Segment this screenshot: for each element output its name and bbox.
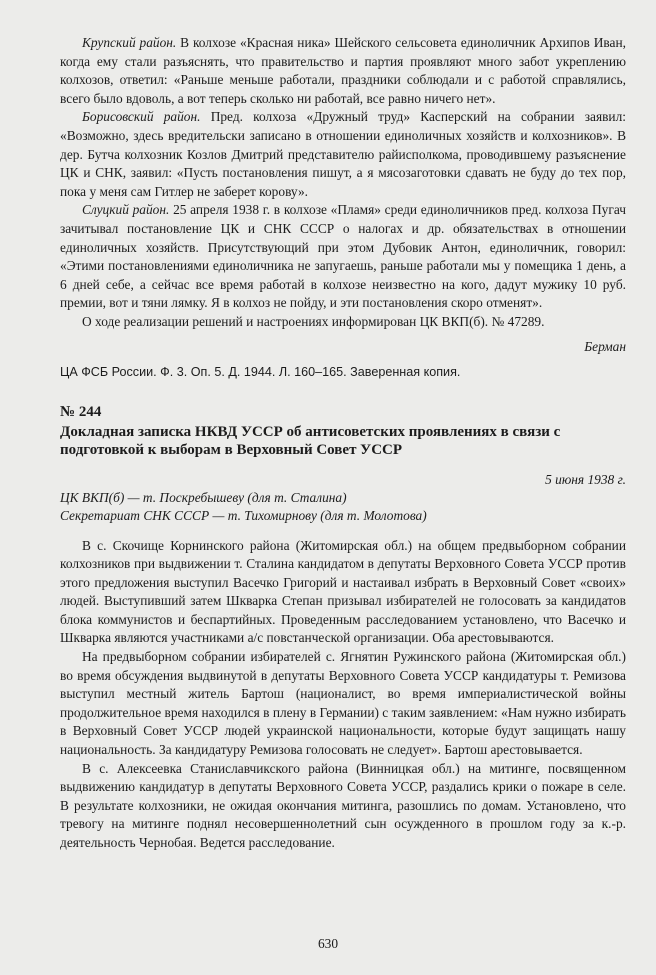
archive-reference: ЦА ФСБ России. Ф. 3. Оп. 5. Д. 1944. Л. 160–165. Заверенная копия. bbox=[60, 364, 461, 379]
district-name: Слуцкий район. bbox=[82, 202, 170, 218]
paragraph-report-note bbox=[60, 313, 626, 332]
document-title: Докладная записка НКВД УССР об антисоветских проявлениях в связи с подготовкой к выборам в Верховный Совет УССР bbox=[60, 423, 561, 458]
district-name: Крупский район. bbox=[82, 35, 177, 50]
spacer bbox=[60, 525, 626, 537]
addressee-line: ЦК ВКП(б) — т. Поскребышеву (для т. Сталина) bbox=[60, 489, 347, 505]
paragraph-text: О ходе реализации решений и настроениях информирован ЦК ВКП(б). № 47289. bbox=[82, 313, 545, 329]
page-number: 630 bbox=[317, 936, 339, 951]
signature: Берман bbox=[584, 338, 626, 354]
document-number: № 244 bbox=[60, 403, 102, 420]
paragraph-slutsk bbox=[60, 201, 626, 313]
body-paragraph: На предвыборном собрании избирателей с. Ягнятин Ружинского района (Житомирская обл.) во время обсуждения выдвинутой в депутаты Верховного Совета УССР кандидатуры т. Ремизова выступил местный житель Бартош (националист, во время империалистической войны продолжительное время находился в плену в Германии) с таким заявлением: «Нам нужно избирать в Верховный Совет УССР людей украинской национальности, которые будут защищать нашу национальность. За кандидатуру Ремизова голосовать не следует». Бартош арестовывается. bbox=[60, 649, 626, 758]
paragraph-text: Пред. колхоза «Дружный труд» Касперский на собрании заявил: «Возможно, здесь вредительски записано в отношении единоличных хозяйств и колхозников». В дер. Бутча колхозник Козлов Дмитрий представителю райисполкома, проводившему разъяснение ЦК и СНК, заявил: «Пусть постановления пишут, а я мясозаготовки сдавать не буду до тех пор, пока у меня сам Гитлер не заберет корову». bbox=[60, 109, 627, 199]
body-paragraph: В с. Алексеевка Станиславчикского района (Винницкая обл.) на митинге, посвященном выдвижению кандидатур в депутаты Верховного Совета УССР, раздались крики о пожаре в селе. В результате колхозники, не ожидая окончания митинга, разошлись по домам. Установлено, что тревогу на митинге поднял несовершеннолетний сын осужденного в прошлом году за к.-р. деятельность Чернобая. Ведется расследование. bbox=[60, 760, 626, 850]
paragraph-borisov bbox=[60, 108, 626, 201]
document-date: 5 июня 1938 г. bbox=[545, 471, 626, 487]
addressee-line: Секретариат СНК СССР — т. Тихомирнову (для т. Молотова) bbox=[60, 507, 427, 523]
paragraph-text: 25 апреля 1938 г. в колхозе «Пламя» среди единоличников пред. колхоза Пугач зачитывал постановление ЦК и СНК СССР о налогах и др. обязательствах в отношении единоличных хозяйств. Присутствующий при этом Дубовик Антон, единоличник, говорил: «Этими постановлениями единоличника не запугаешь, раньше работали мы у помещика 1 день, а 6 дней себе, а сейчас все время работай в колхозе неизвестно на кого, дадут мужику 10 руб. премии, вот и тяни лямку. Я в колхоз не пойду, и эти постановления скоро отменят». bbox=[60, 202, 626, 311]
paragraph-text: В колхозе «Красная ника» Шейского сельсовета единоличник Архипов Иван, когда ему стали разъяснять, что правительство и партия проявляют много забот укреплению колхозов, ответил: «Раньше меньше работали, праздники соблюдали и с работой справлялись, всего было вдоволь, а вот теперь сколько ни работай, все равно ничего нет». bbox=[60, 35, 626, 106]
paragraph-krupsky bbox=[60, 34, 626, 108]
body-paragraph: В с. Скочище Корнинского района (Житомирская обл.) на общем предвыборном собрании колхозников при выдвижении т. Сталина кандидатом в депутаты Верховного Совета УССР против этого предложения выступил Васечко Григорий и настаивал избрать в Верховный Совет «своих» людей. Выступивший затем Шкварка Степан призывал избирателей не голосовать за кандидатов блока коммунистов и беспартийных. Проведенным расследованием установлено, что Васечко и Шкварка являются участниками а/с повстанческой организации. Оба арестовываются. bbox=[60, 537, 626, 646]
district-name: Борисовский район. bbox=[82, 109, 201, 125]
